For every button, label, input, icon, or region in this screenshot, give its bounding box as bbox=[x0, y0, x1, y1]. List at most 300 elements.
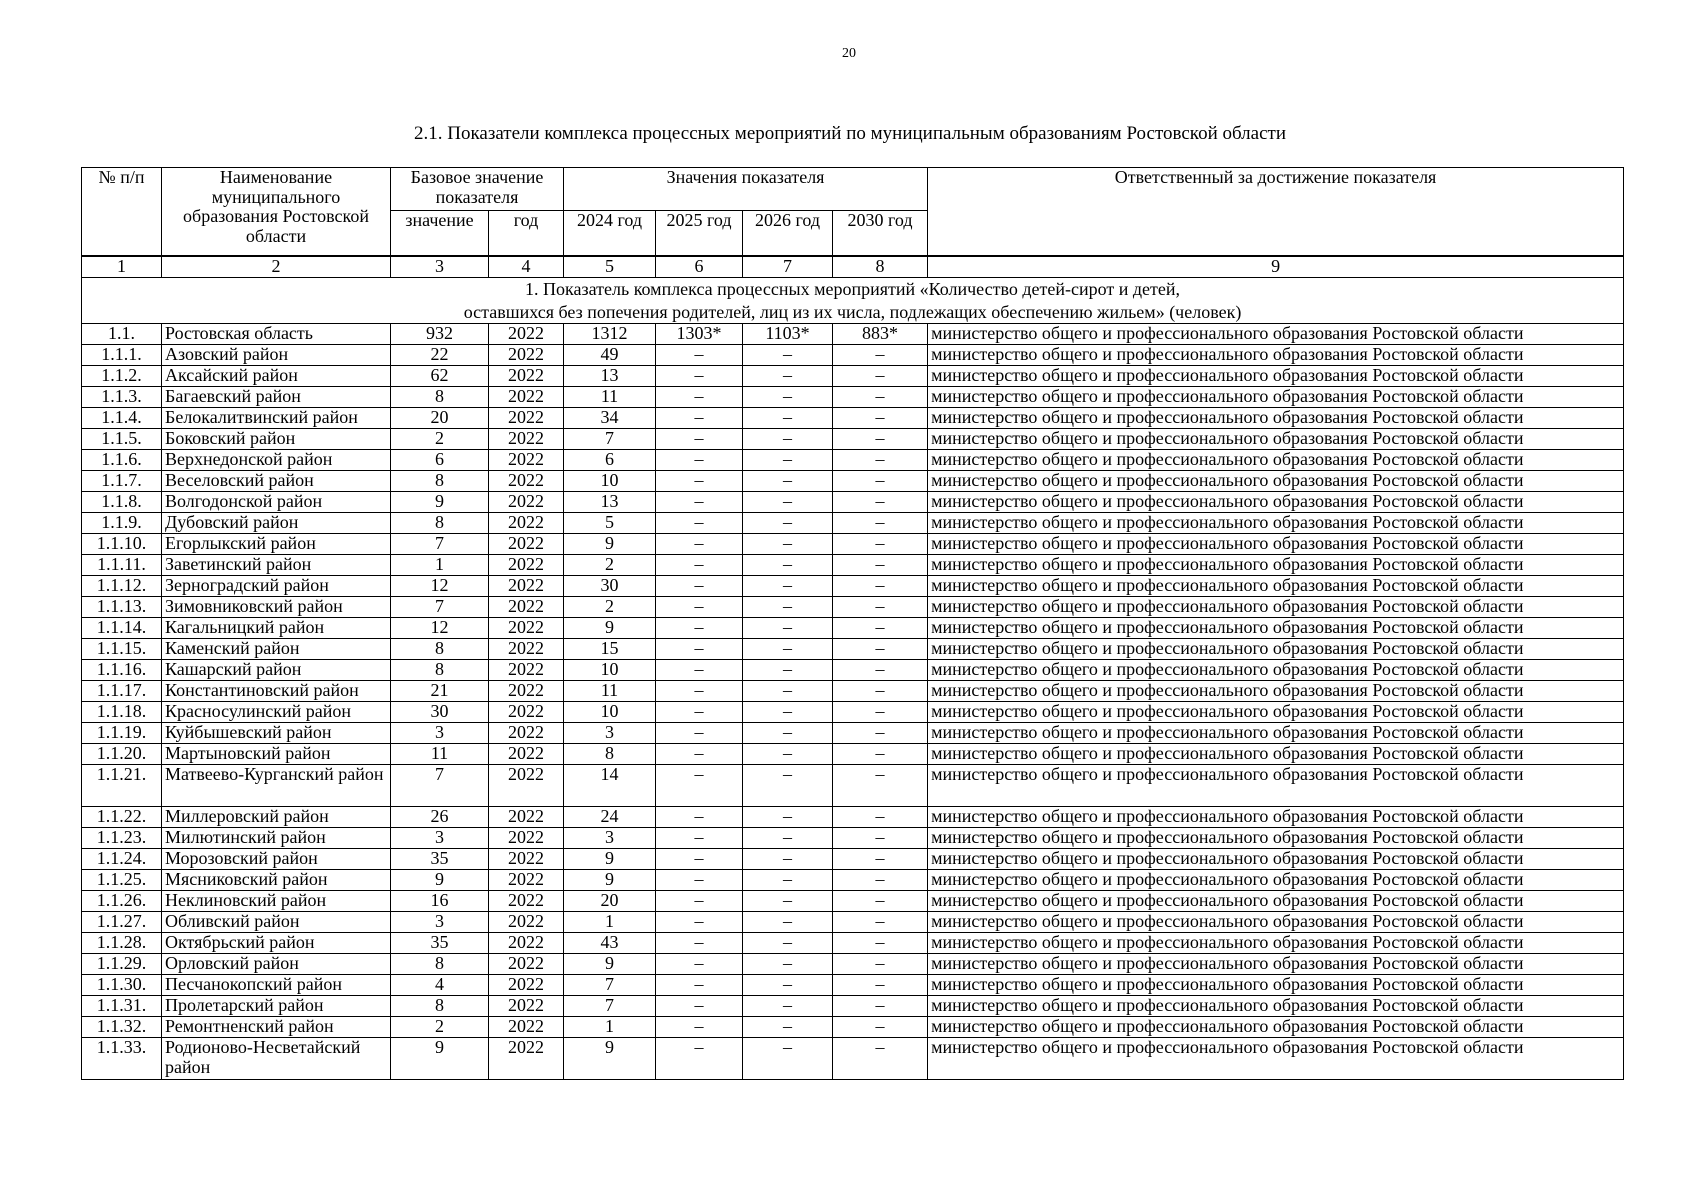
table-row bbox=[82, 492, 1624, 513]
value-2025: – bbox=[656, 387, 743, 408]
responsible: министерство общего и профессионального образования Ростовской области bbox=[928, 933, 1624, 954]
column-number: 7 bbox=[743, 256, 833, 278]
base-year: 2022 bbox=[489, 471, 564, 492]
responsible: министерство общего и профессионального образования Ростовской области bbox=[928, 324, 1624, 345]
value-2026: – bbox=[743, 492, 833, 513]
value-2030: – bbox=[833, 681, 928, 702]
value-2030: – bbox=[833, 450, 928, 471]
value-2025: – bbox=[656, 975, 743, 996]
base-value: 3 bbox=[391, 912, 489, 933]
table-row bbox=[82, 954, 1624, 975]
value-2025: – bbox=[656, 471, 743, 492]
value-2030: – bbox=[833, 597, 928, 618]
base-value: 16 bbox=[391, 891, 489, 912]
section-title-line-1: 1. Показатель комплекса процессных мероприятий «Количество детей-сирот и детей, bbox=[525, 279, 1180, 299]
municipality-name: Багаевский район bbox=[162, 387, 391, 408]
row-number: 1.1.13. bbox=[82, 597, 162, 618]
base-value: 1 bbox=[391, 555, 489, 576]
value-2030: – bbox=[833, 849, 928, 870]
table-row bbox=[82, 681, 1624, 702]
responsible: министерство общего и профессионального образования Ростовской области bbox=[928, 639, 1624, 660]
responsible: министерство общего и профессионального образования Ростовской области bbox=[928, 681, 1624, 702]
value-2030: – bbox=[833, 576, 928, 597]
row-number: 1.1.33. bbox=[82, 1038, 162, 1080]
base-year: 2022 bbox=[489, 807, 564, 828]
value-2026: – bbox=[743, 765, 833, 807]
row-number: 1.1.6. bbox=[82, 450, 162, 471]
municipality-name: Белокалитвинский район bbox=[162, 408, 391, 429]
value-2030: – bbox=[833, 807, 928, 828]
base-year: 2022 bbox=[489, 828, 564, 849]
responsible: министерство общего и профессионального образования Ростовской области bbox=[928, 1017, 1624, 1038]
column-number: 1 bbox=[82, 256, 162, 278]
value-2026: – bbox=[743, 1038, 833, 1080]
table-row bbox=[82, 807, 1624, 828]
base-value: 7 bbox=[391, 765, 489, 807]
base-value: 7 bbox=[391, 597, 489, 618]
value-2024: 9 bbox=[564, 1038, 656, 1080]
table-row bbox=[82, 366, 1624, 387]
value-2026: – bbox=[743, 870, 833, 891]
value-2026: – bbox=[743, 471, 833, 492]
municipality-name: Аксайский район bbox=[162, 366, 391, 387]
value-2024: 3 bbox=[564, 723, 656, 744]
responsible: министерство общего и профессионального образования Ростовской области bbox=[928, 807, 1624, 828]
header-2025: 2025 год bbox=[656, 211, 743, 257]
header-values: Значения показателя bbox=[564, 168, 928, 211]
value-2025: – bbox=[656, 912, 743, 933]
row-number: 1.1.31. bbox=[82, 996, 162, 1017]
municipality-name: Константиновский район bbox=[162, 681, 391, 702]
value-2025: – bbox=[656, 429, 743, 450]
municipality-name: Зерноградский район bbox=[162, 576, 391, 597]
municipality-name: Верхнедонской район bbox=[162, 450, 391, 471]
base-value: 4 bbox=[391, 975, 489, 996]
value-2030: – bbox=[833, 954, 928, 975]
table-row bbox=[82, 534, 1624, 555]
responsible: министерство общего и профессионального образования Ростовской области bbox=[928, 723, 1624, 744]
value-2026: – bbox=[743, 744, 833, 765]
value-2026: – bbox=[743, 912, 833, 933]
row-number: 1.1.16. bbox=[82, 660, 162, 681]
value-2024: 9 bbox=[564, 954, 656, 975]
base-value: 8 bbox=[391, 996, 489, 1017]
value-2030: – bbox=[833, 387, 928, 408]
value-2030: – bbox=[833, 492, 928, 513]
column-number: 8 bbox=[833, 256, 928, 278]
header-num: № п/п bbox=[82, 168, 162, 257]
base-year: 2022 bbox=[489, 933, 564, 954]
table-row bbox=[82, 933, 1624, 954]
row-number: 1.1.20. bbox=[82, 744, 162, 765]
column-number: 2 bbox=[162, 256, 391, 278]
column-number: 9 bbox=[928, 256, 1624, 278]
base-year: 2022 bbox=[489, 660, 564, 681]
base-value: 8 bbox=[391, 471, 489, 492]
value-2026: – bbox=[743, 513, 833, 534]
table-row bbox=[82, 408, 1624, 429]
value-2030: – bbox=[833, 366, 928, 387]
base-year: 2022 bbox=[489, 954, 564, 975]
value-2024: 10 bbox=[564, 660, 656, 681]
value-2024: 3 bbox=[564, 828, 656, 849]
responsible: министерство общего и профессионального образования Ростовской области bbox=[928, 345, 1624, 366]
base-year: 2022 bbox=[489, 996, 564, 1017]
row-number: 1.1.32. bbox=[82, 1017, 162, 1038]
value-2026: – bbox=[743, 933, 833, 954]
base-value: 12 bbox=[391, 618, 489, 639]
value-2025: – bbox=[656, 681, 743, 702]
table-row bbox=[82, 912, 1624, 933]
value-2024: 10 bbox=[564, 702, 656, 723]
value-2030: – bbox=[833, 618, 928, 639]
table-row bbox=[82, 660, 1624, 681]
value-2024: 24 bbox=[564, 807, 656, 828]
value-2030: – bbox=[833, 828, 928, 849]
responsible: министерство общего и профессионального образования Ростовской области bbox=[928, 660, 1624, 681]
value-2026: 1103* bbox=[743, 324, 833, 345]
municipality-name: Кашарский район bbox=[162, 660, 391, 681]
base-year: 2022 bbox=[489, 639, 564, 660]
base-value: 7 bbox=[391, 534, 489, 555]
municipality-name: Милютинский район bbox=[162, 828, 391, 849]
value-2025: – bbox=[656, 1038, 743, 1080]
base-year: 2022 bbox=[489, 555, 564, 576]
value-2025: – bbox=[656, 870, 743, 891]
responsible: министерство общего и профессионального образования Ростовской области bbox=[928, 618, 1624, 639]
value-2024: 20 bbox=[564, 891, 656, 912]
table-row bbox=[82, 996, 1624, 1017]
base-value: 9 bbox=[391, 492, 489, 513]
municipality-name: Веселовский район bbox=[162, 471, 391, 492]
base-value: 8 bbox=[391, 639, 489, 660]
base-value: 26 bbox=[391, 807, 489, 828]
base-year: 2022 bbox=[489, 1038, 564, 1080]
value-2024: 49 bbox=[564, 345, 656, 366]
municipality-name: Октябрьский район bbox=[162, 933, 391, 954]
header-2026: 2026 год bbox=[743, 211, 833, 257]
responsible: министерство общего и профессионального образования Ростовской области bbox=[928, 429, 1624, 450]
table-row bbox=[82, 513, 1624, 534]
responsible: министерство общего и профессионального образования Ростовской области bbox=[928, 513, 1624, 534]
base-value: 932 bbox=[391, 324, 489, 345]
value-2024: 7 bbox=[564, 975, 656, 996]
row-number: 1.1.21. bbox=[82, 765, 162, 807]
row-number: 1.1.24. bbox=[82, 849, 162, 870]
base-year: 2022 bbox=[489, 870, 564, 891]
column-number: 4 bbox=[489, 256, 564, 278]
value-2026: – bbox=[743, 366, 833, 387]
value-2030: – bbox=[833, 891, 928, 912]
value-2024: 9 bbox=[564, 849, 656, 870]
value-2030: – bbox=[833, 513, 928, 534]
value-2026: – bbox=[743, 849, 833, 870]
base-year: 2022 bbox=[489, 723, 564, 744]
municipality-name: Обливский район bbox=[162, 912, 391, 933]
row-number: 1.1.17. bbox=[82, 681, 162, 702]
value-2030: – bbox=[833, 408, 928, 429]
municipality-name: Миллеровский район bbox=[162, 807, 391, 828]
value-2030: – bbox=[833, 429, 928, 450]
table-row bbox=[82, 1038, 1624, 1080]
base-value: 2 bbox=[391, 429, 489, 450]
municipality-name: Заветинский район bbox=[162, 555, 391, 576]
table-row bbox=[82, 555, 1624, 576]
responsible: министерство общего и профессионального образования Ростовской области bbox=[928, 597, 1624, 618]
value-2025: – bbox=[656, 765, 743, 807]
base-value: 62 bbox=[391, 366, 489, 387]
municipality-name: Матвеево-Курганский район bbox=[162, 765, 391, 807]
value-2030: – bbox=[833, 933, 928, 954]
municipality-name: Боковский район bbox=[162, 429, 391, 450]
table-row bbox=[82, 429, 1624, 450]
municipality-name: Пролетарский район bbox=[162, 996, 391, 1017]
row-number: 1.1.5. bbox=[82, 429, 162, 450]
value-2030: – bbox=[833, 975, 928, 996]
base-value: 8 bbox=[391, 660, 489, 681]
value-2030: – bbox=[833, 912, 928, 933]
table-row bbox=[82, 639, 1624, 660]
municipality-name: Азовский район bbox=[162, 345, 391, 366]
municipality-name: Ростовская область bbox=[162, 324, 391, 345]
row-number: 1.1.12. bbox=[82, 576, 162, 597]
value-2025: – bbox=[656, 618, 743, 639]
municipality-name: Ремонтненский район bbox=[162, 1017, 391, 1038]
value-2026: – bbox=[743, 408, 833, 429]
responsible: министерство общего и профессионального образования Ростовской области bbox=[928, 765, 1624, 807]
row-number: 1.1.30. bbox=[82, 975, 162, 996]
base-value: 22 bbox=[391, 345, 489, 366]
value-2026: – bbox=[743, 807, 833, 828]
value-2026: – bbox=[743, 702, 833, 723]
responsible: министерство общего и профессионального образования Ростовской области bbox=[928, 534, 1624, 555]
value-2026: – bbox=[743, 345, 833, 366]
value-2025: – bbox=[656, 660, 743, 681]
section-row bbox=[82, 278, 1624, 324]
indicators-table bbox=[81, 167, 1624, 1080]
value-2024: 14 bbox=[564, 765, 656, 807]
table-body bbox=[82, 324, 1624, 1080]
value-2025: 1303* bbox=[656, 324, 743, 345]
header-2030: 2030 год bbox=[833, 211, 928, 257]
value-2024: 10 bbox=[564, 471, 656, 492]
row-number: 1.1.19. bbox=[82, 723, 162, 744]
responsible: министерство общего и профессионального образования Ростовской области bbox=[928, 912, 1624, 933]
value-2026: – bbox=[743, 723, 833, 744]
value-2025: – bbox=[656, 492, 743, 513]
row-number: 1.1.7. bbox=[82, 471, 162, 492]
base-year: 2022 bbox=[489, 891, 564, 912]
table-row bbox=[82, 828, 1624, 849]
column-number: 3 bbox=[391, 256, 489, 278]
document-title: 2.1. Показатели комплекса процессных мероприятий по муниципальным образованиям Ростовской области bbox=[413, 123, 1287, 144]
base-value: 8 bbox=[391, 954, 489, 975]
value-2030: – bbox=[833, 744, 928, 765]
column-number: 5 bbox=[564, 256, 656, 278]
value-2025: – bbox=[656, 576, 743, 597]
value-2026: – bbox=[743, 534, 833, 555]
value-2026: – bbox=[743, 891, 833, 912]
value-2025: – bbox=[656, 345, 743, 366]
header-base-year: год bbox=[489, 211, 564, 257]
responsible: министерство общего и профессионального образования Ростовской области bbox=[928, 870, 1624, 891]
value-2025: – bbox=[656, 744, 743, 765]
row-number: 1.1.15. bbox=[82, 639, 162, 660]
base-year: 2022 bbox=[489, 912, 564, 933]
value-2030: – bbox=[833, 702, 928, 723]
value-2026: – bbox=[743, 996, 833, 1017]
base-value: 8 bbox=[391, 387, 489, 408]
responsible: министерство общего и профессионального образования Ростовской области bbox=[928, 492, 1624, 513]
value-2026: – bbox=[743, 618, 833, 639]
base-year: 2022 bbox=[489, 765, 564, 807]
base-year: 2022 bbox=[489, 345, 564, 366]
row-number: 1.1.4. bbox=[82, 408, 162, 429]
base-year: 2022 bbox=[489, 576, 564, 597]
value-2026: – bbox=[743, 429, 833, 450]
value-2025: – bbox=[656, 849, 743, 870]
row-number: 1.1.23. bbox=[82, 828, 162, 849]
value-2024: 30 bbox=[564, 576, 656, 597]
header-responsible: Ответственный за достижение показателя bbox=[928, 168, 1624, 257]
value-2030: – bbox=[833, 534, 928, 555]
value-2024: 43 bbox=[564, 933, 656, 954]
value-2024: 2 bbox=[564, 597, 656, 618]
value-2024: 1 bbox=[564, 912, 656, 933]
base-value: 30 bbox=[391, 702, 489, 723]
municipality-name: Егорлыкский район bbox=[162, 534, 391, 555]
responsible: министерство общего и профессионального образования Ростовской области bbox=[928, 954, 1624, 975]
table-row bbox=[82, 1017, 1624, 1038]
municipality-name: Морозовский район bbox=[162, 849, 391, 870]
value-2025: – bbox=[656, 702, 743, 723]
value-2025: – bbox=[656, 555, 743, 576]
value-2025: – bbox=[656, 534, 743, 555]
base-year: 2022 bbox=[489, 492, 564, 513]
base-year: 2022 bbox=[489, 702, 564, 723]
value-2025: – bbox=[656, 996, 743, 1017]
value-2025: – bbox=[656, 954, 743, 975]
value-2026: – bbox=[743, 387, 833, 408]
table-row bbox=[82, 597, 1624, 618]
value-2026: – bbox=[743, 597, 833, 618]
row-number: 1.1.9. bbox=[82, 513, 162, 534]
base-value: 21 bbox=[391, 681, 489, 702]
table-row bbox=[82, 765, 1624, 807]
municipality-name: Песчанокопский район bbox=[162, 975, 391, 996]
value-2030: – bbox=[833, 723, 928, 744]
base-year: 2022 bbox=[489, 849, 564, 870]
table-row bbox=[82, 576, 1624, 597]
responsible: министерство общего и профессионального образования Ростовской области bbox=[928, 387, 1624, 408]
value-2030: – bbox=[833, 345, 928, 366]
value-2025: – bbox=[656, 807, 743, 828]
row-number: 1.1.27. bbox=[82, 912, 162, 933]
municipality-name: Орловский район bbox=[162, 954, 391, 975]
value-2024: 9 bbox=[564, 870, 656, 891]
base-value: 11 bbox=[391, 744, 489, 765]
row-number: 1.1.28. bbox=[82, 933, 162, 954]
value-2024: 1 bbox=[564, 1017, 656, 1038]
table-row bbox=[82, 891, 1624, 912]
header-base-value: значение bbox=[391, 211, 489, 257]
value-2024: 11 bbox=[564, 681, 656, 702]
municipality-name: Дубовский район bbox=[162, 513, 391, 534]
value-2024: 15 bbox=[564, 639, 656, 660]
value-2024: 13 bbox=[564, 492, 656, 513]
value-2025: – bbox=[656, 513, 743, 534]
value-2026: – bbox=[743, 681, 833, 702]
header-2024: 2024 год bbox=[564, 211, 656, 257]
value-2025: – bbox=[656, 828, 743, 849]
row-number: 1.1.1. bbox=[82, 345, 162, 366]
value-2026: – bbox=[743, 828, 833, 849]
value-2025: – bbox=[656, 597, 743, 618]
row-number: 1.1.22. bbox=[82, 807, 162, 828]
row-number: 1.1.3. bbox=[82, 387, 162, 408]
base-value: 35 bbox=[391, 933, 489, 954]
table-row bbox=[82, 849, 1624, 870]
base-year: 2022 bbox=[489, 975, 564, 996]
table-row bbox=[82, 345, 1624, 366]
table-row bbox=[82, 471, 1624, 492]
responsible: министерство общего и профессионального образования Ростовской области bbox=[928, 408, 1624, 429]
base-year: 2022 bbox=[489, 387, 564, 408]
value-2026: – bbox=[743, 975, 833, 996]
value-2025: – bbox=[656, 639, 743, 660]
value-2026: – bbox=[743, 555, 833, 576]
value-2025: – bbox=[656, 891, 743, 912]
base-value: 20 bbox=[391, 408, 489, 429]
value-2030: – bbox=[833, 471, 928, 492]
base-year: 2022 bbox=[489, 450, 564, 471]
table-row bbox=[82, 723, 1624, 744]
base-value: 9 bbox=[391, 1038, 489, 1080]
value-2024: 1312 bbox=[564, 324, 656, 345]
value-2025: – bbox=[656, 723, 743, 744]
responsible: министерство общего и профессионального образования Ростовской области bbox=[928, 849, 1624, 870]
value-2026: – bbox=[743, 576, 833, 597]
value-2026: – bbox=[743, 660, 833, 681]
responsible: министерство общего и профессионального образования Ростовской области bbox=[928, 744, 1624, 765]
responsible: министерство общего и профессионального образования Ростовской области bbox=[928, 828, 1624, 849]
table-row bbox=[82, 702, 1624, 723]
value-2024: 8 bbox=[564, 744, 656, 765]
row-number: 1.1.14. bbox=[82, 618, 162, 639]
value-2026: – bbox=[743, 1017, 833, 1038]
table-row bbox=[82, 975, 1624, 996]
value-2026: – bbox=[743, 639, 833, 660]
value-2030: – bbox=[833, 870, 928, 891]
value-2025: – bbox=[656, 1017, 743, 1038]
base-year: 2022 bbox=[489, 681, 564, 702]
municipality-name: Каменский район bbox=[162, 639, 391, 660]
table-row bbox=[82, 387, 1624, 408]
column-number: 6 bbox=[656, 256, 743, 278]
responsible: министерство общего и профессионального образования Ростовской области bbox=[928, 576, 1624, 597]
responsible: министерство общего и профессионального образования Ростовской области bbox=[928, 891, 1624, 912]
value-2024: 11 bbox=[564, 387, 656, 408]
value-2030: – bbox=[833, 555, 928, 576]
value-2024: 2 bbox=[564, 555, 656, 576]
value-2026: – bbox=[743, 954, 833, 975]
row-number: 1.1.2. bbox=[82, 366, 162, 387]
value-2024: 13 bbox=[564, 366, 656, 387]
value-2030: – bbox=[833, 639, 928, 660]
row-number: 1.1.11. bbox=[82, 555, 162, 576]
base-year: 2022 bbox=[489, 324, 564, 345]
table-row bbox=[82, 618, 1624, 639]
